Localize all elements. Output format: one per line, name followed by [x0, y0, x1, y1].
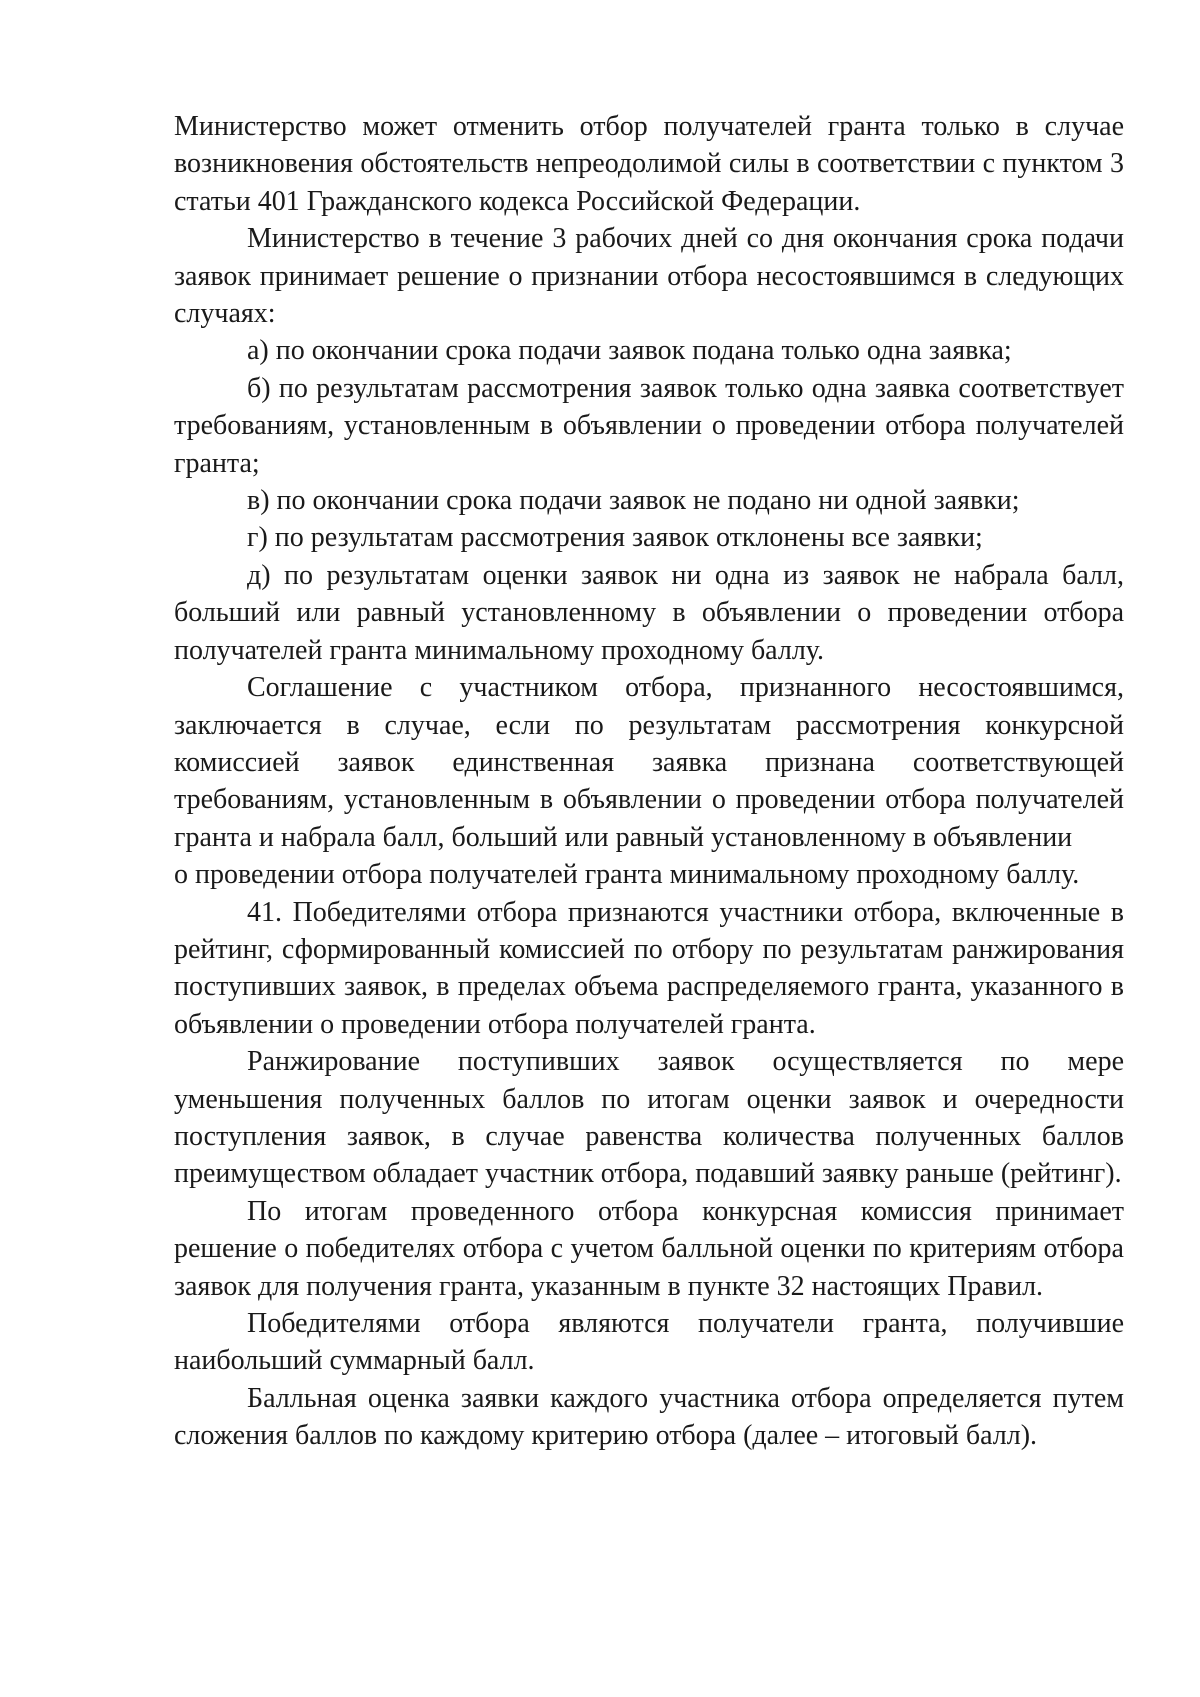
document-page: [174, 108, 1124, 1455]
paragraph-commission-decision: По итогам проведенного отбора конкурсная комиссия принимает решение о победителях отбора с учетом балльной оценки по критериям отбора заявок для получения гранта, указанным в пункте 32 настоящих Правил.: [174, 1195, 1124, 1302]
list-item-b: б) по результатам рассмотрения заявок только одна заявка соответствует требованиям, установленным в объявлении о проведении отбора получателей гранта;: [174, 372, 1124, 479]
paragraph-scoring: Балльная оценка заявки каждого участника отбора определяется путем сложения баллов по каждому критерию отбора (далее – итоговый балл).: [174, 1382, 1124, 1452]
list-item-v: в) по окончании срока подачи заявок не подано ни одной заявки;: [247, 485, 1020, 517]
list-item-g: г) по результатам рассмотрения заявок отклонены все заявки;: [247, 522, 983, 554]
list-item-d: д) по результатам оценки заявок ни одна из заявок не набрала балл, больший или равный установленному в объявлении о проведении отбора получателей гранта минимальному проходному баллу.: [174, 559, 1124, 666]
paragraph-cancel-selection: Министерство может отменить отбор получателей гранта только в случае возникновения обстоятельств непреодолимой силы в соответствии с пунктом 3 статьи 401 Гражданского кодекса Российской Федерации.: [174, 111, 1124, 217]
paragraph-agreement-continuation: о проведении отбора получателей гранта минимальному проходному баллу.: [174, 859, 1080, 891]
paragraph-winners: Победителями отбора являются получатели гранта, получившие наибольший суммарный балл.: [174, 1308, 1124, 1377]
paragraph-section-41: 41. Победителями отбора признаются участники отбора, включенные в рейтинг, сформированный комиссией по отбору по результатам ранжирования поступивших заявок, в пределах объема распределяемого гранта, указанного в объявлении о проведении отбора получателей гранта.: [174, 896, 1124, 1040]
list-item-a: а) по окончании срока подачи заявок подана только одна заявка;: [247, 335, 1012, 367]
paragraph-ranking: Ранжирование поступивших заявок осуществляется по мере уменьшения полученных баллов по итогам оценки заявок и очередности поступления заявок, в случае равенства количества полученных баллов преимуществом обладает участник отбора, подавший заявку раньше (рейтинг).: [174, 1046, 1124, 1190]
paragraph-agreement: Соглашение с участником отбора, признанного несостоявшимся, заключается в случае, если по результатам рассмотрения конкурсной комиссией заявок единственная заявка признана соответствующей требованиям, установленным в объявлении о проведении отбора получателей гранта и набрала балл, больший или равный установленному в объявлении: [174, 672, 1124, 853]
paragraph-failed-selection-decision: Министерство в течение 3 рабочих дней со дня окончания срока подачи заявок принимает решение о признании отбора несостоявшимся в следующих случаях:: [174, 223, 1124, 330]
